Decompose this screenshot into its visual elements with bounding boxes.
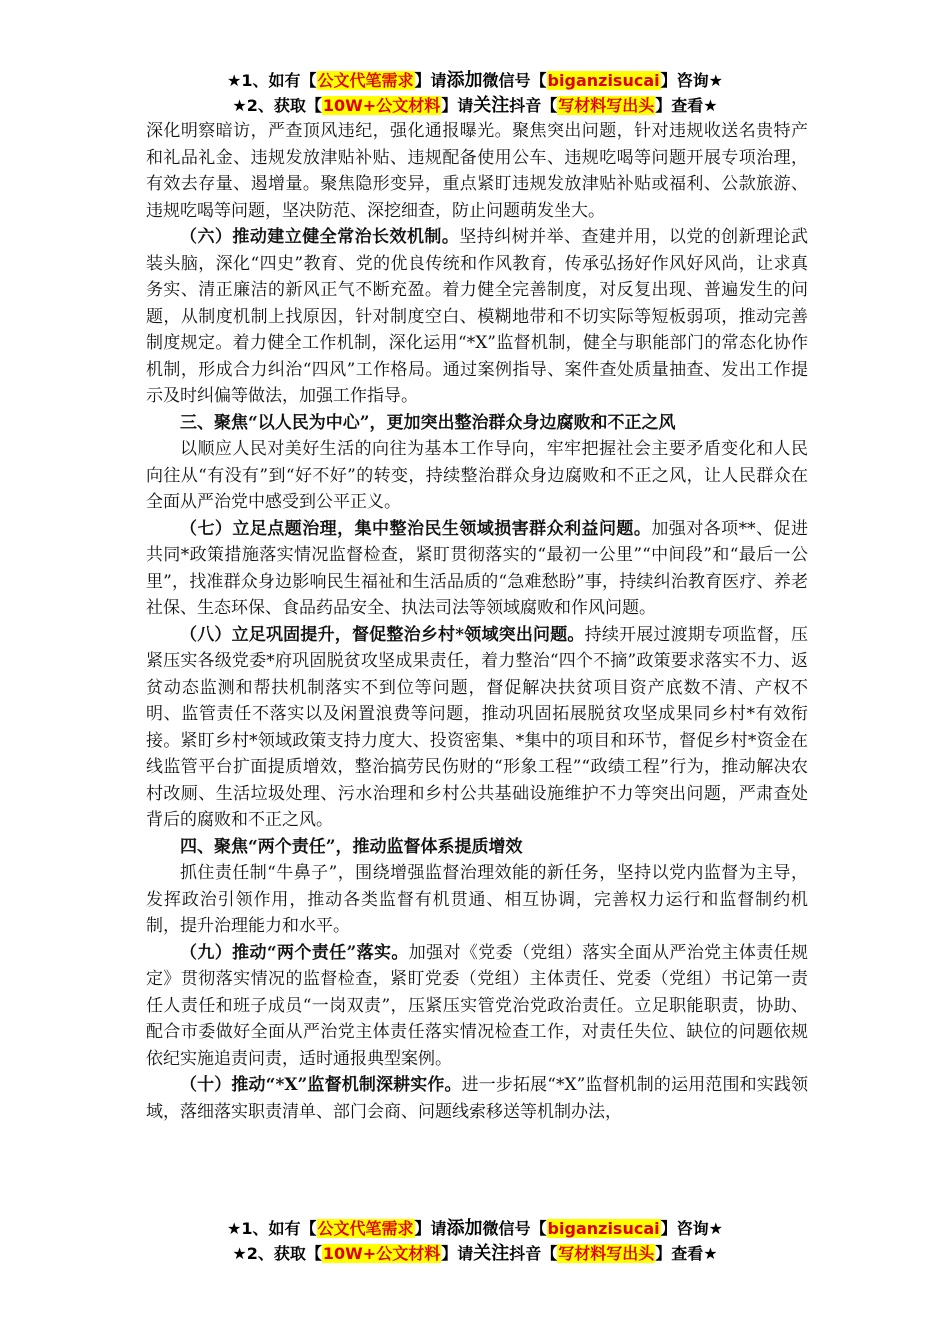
promo-emphasis: 关注 [473, 1243, 510, 1264]
section-heading-3: 三、聚焦“以人民为中心”，更加突出整治群众身边腐败和不正之风 [180, 412, 676, 433]
promo-emphasis: 添加 [446, 70, 483, 91]
promo-text: 抖音【 [509, 1244, 558, 1263]
paragraph-lead-title: （十）推动“*X”监督机制深耕实作。 [180, 1075, 462, 1095]
promo-highlight: 写材料写出头 [558, 1244, 655, 1263]
promo-text: 微信号【 [482, 71, 547, 90]
promo-text: ★2、获取【 [232, 96, 322, 115]
promo-line-2 [0, 1241, 950, 1266]
promo-text: 】请 [414, 1219, 447, 1238]
paragraph-item-10: （十）推动“*X”监督机制深耕实作。进一步拓展“*X”监督机制的运用范围和实践领域，落细落实职责清单、部门会商、问题线索移送等机制办法， [146, 1075, 808, 1122]
promo-banner-top [0, 68, 950, 118]
document-body [146, 118, 808, 1125]
promo-highlight: biganzisucai [547, 1219, 660, 1238]
promo-text: 】查看★ [655, 96, 718, 115]
promo-text: ★2、获取【 [232, 1244, 322, 1263]
paragraph-section-3-intro: 以顺应人民对美好生活的向往为基本工作导向，牢牢把握社会主要矛盾变化和人民向往从“有没有”到“好不好”的转变，持续整治群众身边腐败和不正之风，让人民群众在全面从严治党中感受到公平正义。 [146, 439, 808, 512]
paragraph-item-6: （六）推动建立健全常治长效机制。坚持纠树并举、查建并用，以党的创新理论武装头脑，深化“四史”教育、党的优良传统和作风教育，传承弘扬好作风好风尚，让求真务实、清正廉洁的新风正气不断充盈。着力健全完善制度，对反复出现、普遍发生的问题，从制度机制上找原因，针对制度空白、模糊地带和不切实际等短板弱项，推动完善制度规定。着力健全工作机制，深化运用“*X”监督机制，健全与职能部门的常态化协作机制，形成合力纠治“四风”工作格局。通过案例指导、案件查处质量抽查、发出工作提示及时纠偏等做法，加强工作指导。 [146, 227, 809, 406]
paragraph-item-8: （八）立足巩固提升，督促整治乡村*领域突出问题。持续开展过渡期专项监督，压紧压实各级党委*府巩固脱贫攻坚成果责任，着力整治“四个不摘”政策要求落实不力、返贫动态监测和帮扶机制落实不到位等问题，督促解决扶贫项目资产底数不清、产权不明、监管责任不落实以及闲置浪费等问题，推动巩固拓展脱贫攻坚成果同乡村*有效衔接。紧盯乡村*领域政策支持力度大、投资密集、*集中的项目和环节，督促乡村*资金在线监管平台扩面提质增效，整治搞劳民伤财的“形象工程”“政绩工程”行为，推动解决农村改厕、生活垃圾处理、污水治理和乡村公共基础设施维护不力等突出问题，严肃查处背后的腐败和不正之风。 [146, 624, 809, 830]
promo-highlight: 公文代笔需求 [317, 71, 414, 90]
promo-highlight: 10W+公文材料 [322, 96, 441, 115]
paragraph-lead-title: （七）立足点题治理，集中整治民生领域损害群众利益问题。 [180, 518, 652, 539]
promo-line-1 [0, 1216, 950, 1241]
promo-text: ★1、如有【 [227, 1219, 317, 1238]
paragraph-item-7: （七）立足点题治理，集中整治民生领域损害群众利益问题。加强对各项**、促进共同*政策措施落实情况监督检查，紧盯贯彻落实的“最初一公里”“中间段”和“最后一公里”，找准群众身边影响民生福祉和生活品质的“急难愁盼”事，持续纠治教育医疗、养老社保、生态环保、食品药品安全、执法司法等领域腐败和作风问题。 [146, 518, 809, 618]
promo-line-2 [0, 93, 950, 118]
promo-emphasis: 添加 [446, 1218, 483, 1239]
promo-highlight: 10W+公文材料 [322, 1244, 441, 1263]
paragraph-continued: 深化明察暗访，严查顶风违纪，强化通报曝光。聚焦突出问题，针对违规收送名贵特产和礼品礼金、违规发放津贴补贴、违规配备使用公车、违规吃喝等问题开展专项治理，有效去存量、遏增量。聚焦隐形变异，重点紧盯违规发放津贴补贴或福利、公款旅游、违规吃喝等问题，坚决防范、深挖细查，防止问题萌发坐大。 [146, 121, 808, 221]
promo-text: 】请 [441, 96, 474, 115]
promo-text: 】咨询★ [660, 71, 723, 90]
promo-emphasis: 关注 [473, 95, 510, 116]
promo-text: 】查看★ [655, 1244, 718, 1263]
promo-highlight: biganzisucai [547, 71, 660, 90]
paragraph-section-4-intro: 抓住责任制“牛鼻子”，围绕增强监督治理效能的新任务，坚持以党内监督为主导，发挥政治引领作用，推动各类监督有机贯通、相互协调，完善权力运行和监督制约机制，提升治理能力和水平。 [146, 863, 808, 936]
promo-text: 】请 [414, 71, 447, 90]
promo-text: 抖音【 [509, 96, 558, 115]
promo-highlight: 公文代笔需求 [317, 1219, 414, 1238]
promo-banner-bottom [0, 1216, 950, 1266]
promo-text: 微信号【 [482, 1219, 547, 1238]
promo-text: 】咨询★ [660, 1219, 723, 1238]
section-heading-4: 四、聚焦“两个责任”，推动监督体系提质增效 [180, 836, 523, 857]
paragraph-lead-title: （六）推动建立健全常治长效机制。 [180, 227, 460, 247]
paragraph-lead-title: （九）推动“两个责任”落实。 [180, 942, 409, 963]
paragraph-lead-title: （八）立足巩固提升，督促整治乡村*领域突出问题。 [180, 624, 585, 645]
promo-line-1 [0, 68, 950, 93]
promo-text: ★1、如有【 [227, 71, 317, 90]
paragraph-item-9: （九）推动“两个责任”落实。加强对《党委（党组）落实全面从严治党主体责任规定》贯彻落实情况的监督检查，紧盯党委（党组）主体责任、党委（党组）书记第一责任人责任和班子成员“一岗双责”，压紧压实管党治党政治责任。立足职能职责，协助、配合市委做好全面从严治党主体责任落实情况检查工作，对责任失位、缺位的问题依规依纪实施追责问责，适时通报典型案例。 [146, 942, 809, 1069]
promo-text: 】请 [441, 1244, 474, 1263]
promo-highlight: 写材料写出头 [558, 96, 655, 115]
